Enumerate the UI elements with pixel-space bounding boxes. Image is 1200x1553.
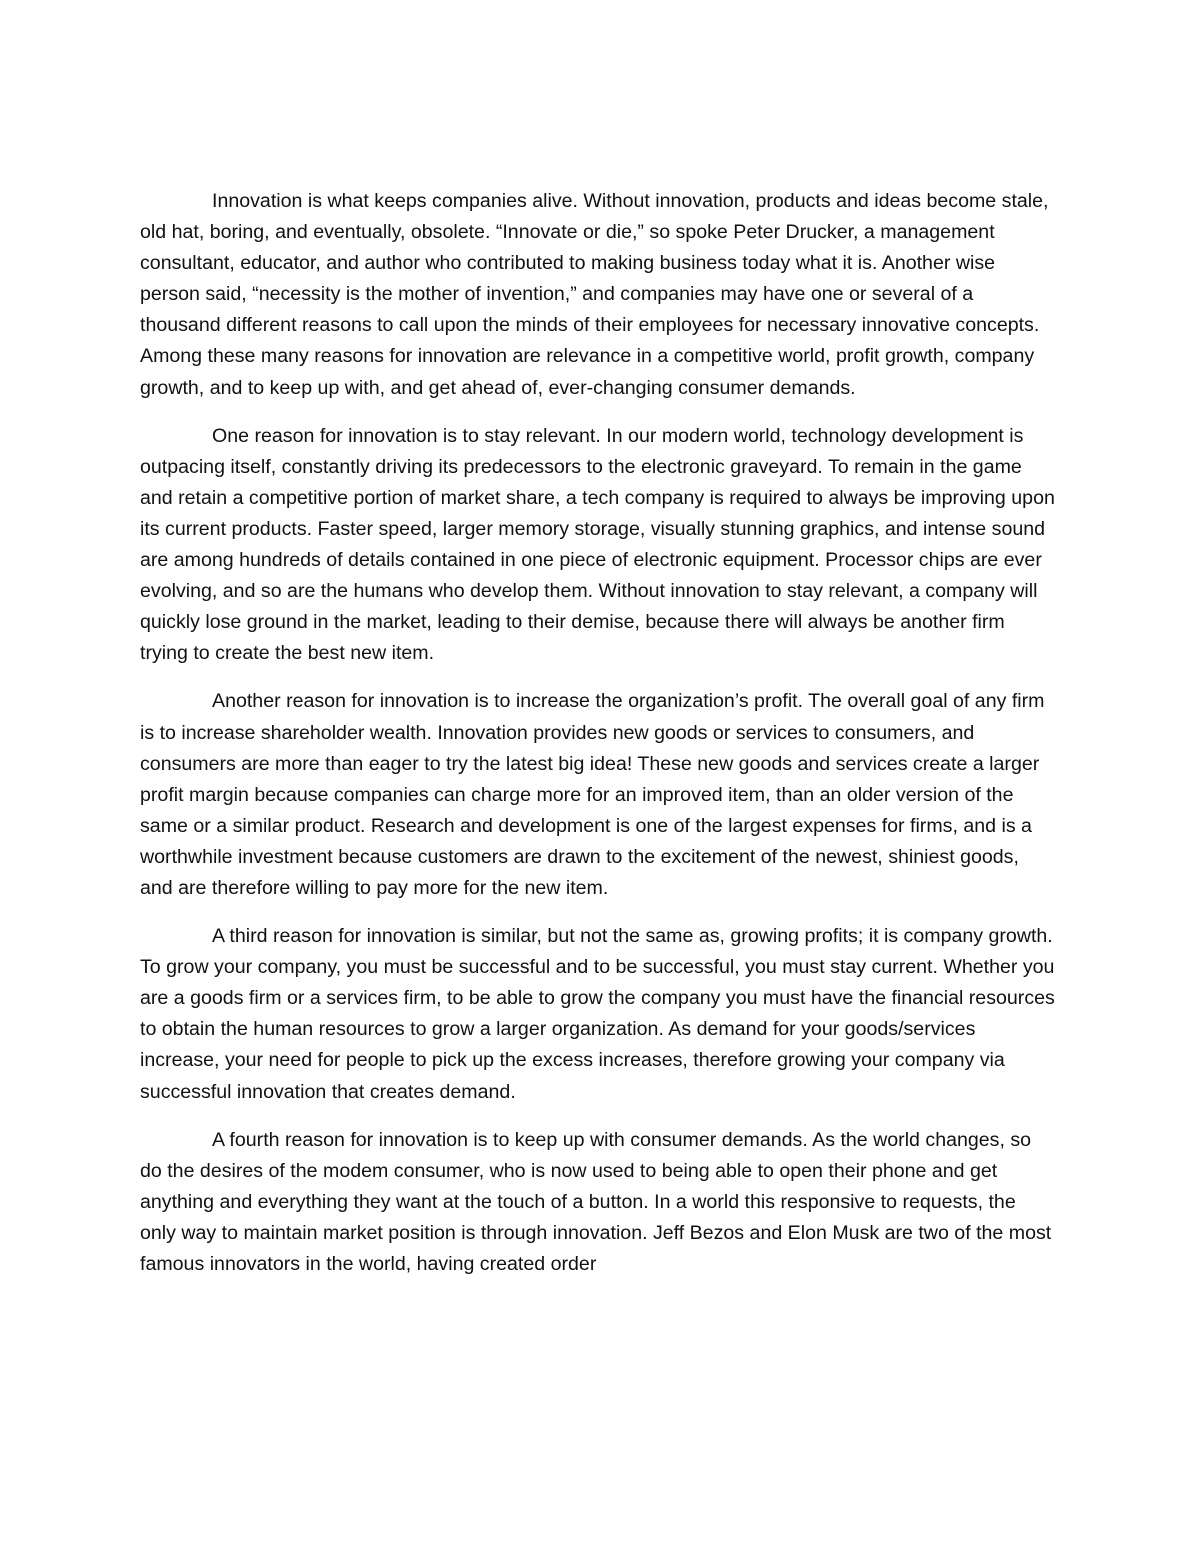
paragraph-5: A fourth reason for innovation is to keep up with consumer demands. As the world changes, so do the desires of the modem consumer, who is now used to being able to open their phone and get anything and everything they want at the touch of a button. In a world this responsive to requests, the only way to maintain market position is through innovation. Jeff Bezos and Elon Musk are two of the most famous innovators in the world, having created order	[140, 1128, 1052, 1275]
paragraph-2: One reason for innovation is to stay relevant. In our modern world, technology development is outpacing itself, constantly driving its predecessors to the electronic graveyard. To remain in the game and retain a competitive portion of market share, a tech company is required to always be improving upon its current products. Faster speed, larger memory storage, visually stunning graphics, and intense sound are among hundreds of details contained in one piece of electronic equipment. Processor chips are ever evolving, and so are the humans who develop them. Without innovation to stay relevant, a company will quickly lose ground in the market, leading to their demise, because there will always be another firm trying to create the best new item.	[140, 424, 1055, 665]
paragraph-1: Innovation is what keeps companies alive. Without innovation, products and ideas become stale, old hat, boring, and eventually, obsolete. “Innovate or die,” so spoke Peter Drucker, a management consultant, educator, and author who contributed to making business today what it is. Another wise person said, “necessity is the mother of invention,” and companies may have one or several of a thousand different reasons to call upon the minds of their employees for necessary innovative concepts. Among these many reasons for innovation are relevance in a competitive world, profit growth, company growth, and to keep up with, and get ahead of, ever-changing consumer demands.	[140, 190, 1049, 399]
document-body	[140, 186, 1055, 1297]
paragraph-3: Another reason for innovation is to increase the organization’s profit. The overall goal of any firm is to increase shareholder wealth. Innovation provides new goods or services to consumers, and consumers are more than eager to try the latest big idea! These new goods and services create a larger profit margin because companies can charge more for an improved item, than an older version of the same or a similar product. Research and development is one of the largest expenses for firms, and is a worthwhile investment because customers are drawn to the excitement of the newest, shiniest goods, and are therefore willing to pay more for the new item.	[140, 690, 1045, 899]
paragraph-4: A third reason for innovation is similar, but not the same as, growing profits; it is company growth. To grow your company, you must be successful and to be successful, you must stay current. Whether you are a goods firm or a services firm, to be able to grow the company you must have the financial resources to obtain the human resources to grow a larger organization. As demand for your goods/services increase, your need for people to pick up the excess increases, therefore growing your company via successful innovation that creates demand.	[140, 925, 1055, 1103]
